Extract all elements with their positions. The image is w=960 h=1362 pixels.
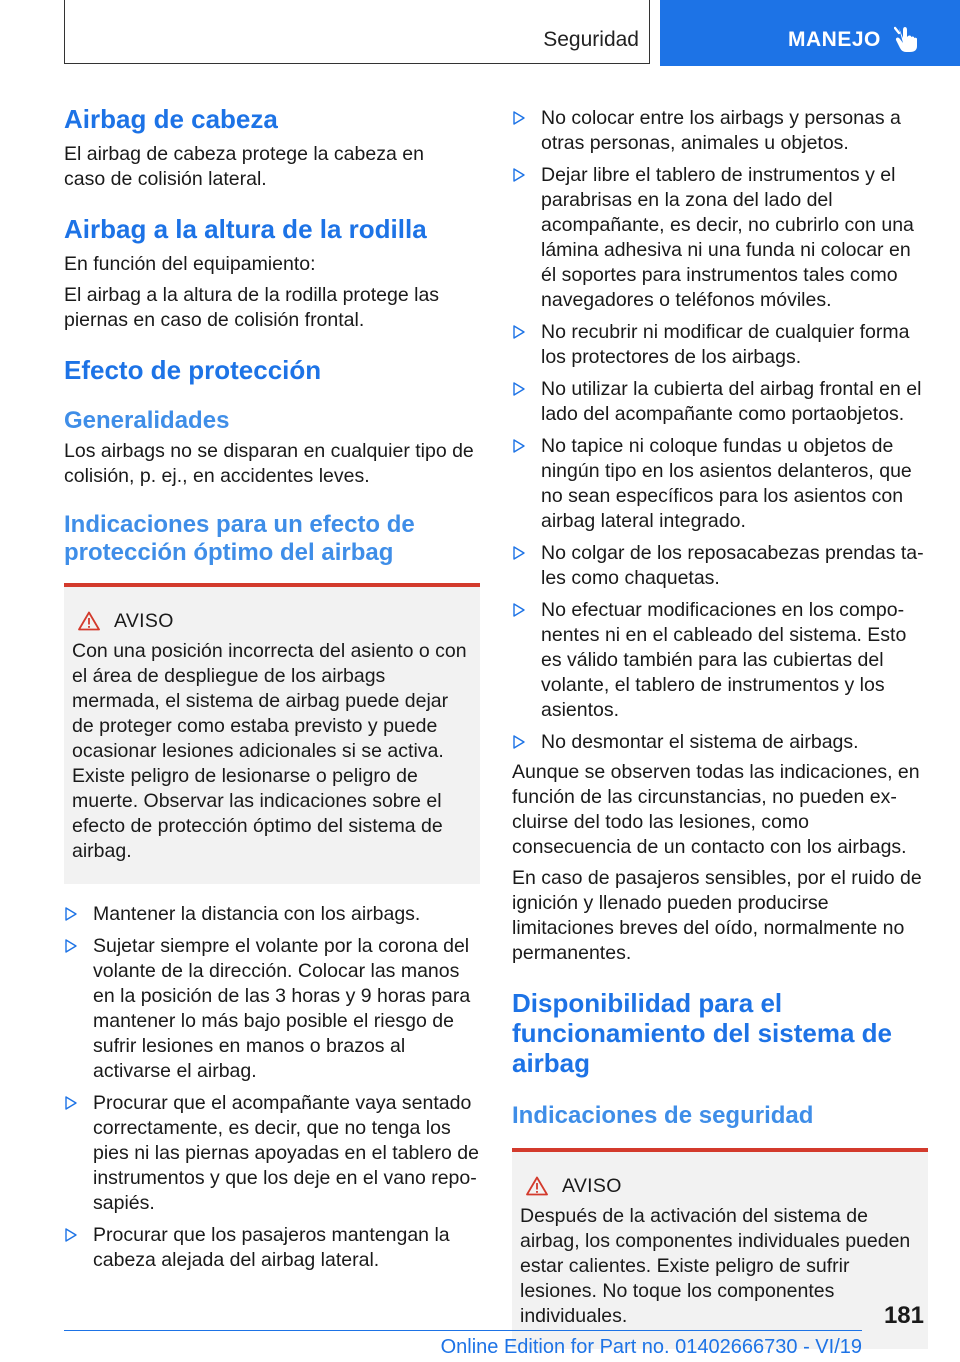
page-number: 181 (883, 1302, 924, 1329)
triangle-bullet-icon (513, 439, 525, 453)
list-item: No utilizar la cubierta del airbag frontal en el lado del acompañante como portaobjetos. (512, 377, 928, 427)
triangle-bullet-icon (513, 111, 525, 125)
triangle-bullet-icon (513, 546, 525, 560)
right-column (512, 96, 928, 1349)
warning-notice-header (78, 609, 472, 633)
list-item: No efectuar modificaciones en los componentes ni en el cableado del sistema. Esto es válido también para las cubiertas del volante, el tablero de instrumentos y los asientos. (512, 598, 928, 723)
list-item: Sujetar siempre el volante por la corona del volante de la dirección. Colocar las manos en la posición de las 3 horas y 9 horas para mantener lo más bajo posible el riesgo de sufrir lesiones en manos o brazos al activarse el airbag. (64, 934, 480, 1084)
warning-notice (64, 583, 480, 884)
paragraph-pasajeros-sensibles: En caso de pasajeros sensibles, por el ruido de ignición y llenado pueden producirse limitaciones breves del oído, normalmente no permanentes. (512, 867, 922, 964)
heading-generalidades: Generalidades (64, 407, 230, 434)
heading-indicaciones-seguridad: Indicaciones de seguridad (512, 1102, 814, 1129)
warning-triangle-icon (78, 611, 100, 631)
bullet-list-right (512, 106, 928, 755)
section-title: Seguridad (543, 28, 639, 51)
list-item: No tapice ni coloque fundas u objetos de ningún tipo en los asientos delanteros, que no sean específicos para los asientos con airbag lateral integrado. (512, 434, 928, 534)
chapter-tab-label: MANEJO (788, 28, 881, 51)
section-header-box (64, 0, 650, 64)
list-item: Procurar que el acompañante vaya sentado correctamente, es decir, que no tenga los pies ni las piernas apoyadas en el tablero de instrumentos y que los deje en el vano reposapiés. (64, 1091, 480, 1216)
triangle-bullet-icon (513, 735, 525, 749)
list-item: No desmontar el sistema de airbags. (512, 730, 928, 755)
triangle-bullet-icon (513, 382, 525, 396)
warning-notice-text: Con una posición incorrecta del asiento o con el área de despliegue de los airbags mermada, el sistema de airbag puede dejar de proteger como estaba previsto y puede ocasionar lesiones adicionales si se activa. Existe peligro de lesionarse o peligro de muerte. Observar las indicaciones sobre el efecto de protección óptimo del sistema de airbag. (72, 640, 467, 862)
warning-triangle-icon (526, 1176, 548, 1196)
left-column (64, 96, 480, 1280)
triangle-bullet-icon (513, 603, 525, 617)
heading-efecto-proteccion: Efecto de protección (64, 355, 322, 385)
list-item: No colgar de los reposacabezas prendas tales como chaquetas. (512, 541, 928, 591)
footer-divider (64, 1330, 862, 1331)
warning-notice-title: AVISO (114, 610, 174, 632)
paragraph-rodilla-equipamiento: En función del equipamiento: (64, 253, 316, 275)
heading-disponibilidad: Disponibilidad para el funcionamiento del sistema de airbag (512, 988, 892, 1078)
list-item: Procurar que los pasajeros mantengan la cabeza alejada del airbag lateral. (64, 1223, 480, 1273)
list-item: No recubrir ni modificar de cualquier forma los protectores de los airbags. (512, 320, 928, 370)
triangle-bullet-icon (513, 325, 525, 339)
bullet-list-left (64, 902, 480, 1273)
chapter-tab[interactable] (660, 0, 960, 66)
heading-airbag-rodilla: Airbag a la altura de la rodilla (64, 214, 427, 244)
triangle-bullet-icon (65, 1228, 77, 1242)
paragraph-aunque: Aunque se observen todas las indicaciones, en función de las circunstancias, no pueden excluirse del todo las lesiones, como consecuencia de un contacto con los airbags. (512, 761, 920, 858)
list-item: Mantener la distancia con los airbags. (64, 902, 480, 927)
warning-notice-title: AVISO (562, 1175, 622, 1197)
warning-notice-header (526, 1174, 920, 1198)
triangle-bullet-icon (65, 939, 77, 953)
warning-notice-text: Después de la activación del sistema de airbag, los componentes individuales pueden estar calientes. Existe peligro de sufrir lesiones. No toque los componentes individuales. (520, 1205, 911, 1327)
page-header (0, 0, 960, 66)
warning-notice (512, 1148, 928, 1349)
paragraph-rodilla: El airbag a la altura de la rodilla protege las piernas en caso de colisión frontal. (64, 284, 440, 331)
list-item: Dejar libre el tablero de instrumentos y el parabrisas en la zona del lado del acompañante, es decir, no cubrirlo con una lámina adhesiva ni una funda ni colocar en él soportes para instrumentos tales como navegadores o teléfonos móviles. (512, 163, 928, 313)
paragraph-generalidades: Los airbags no se disparan en cualquier tipo de colisión, p. ej., en accidentes leves. (64, 440, 474, 487)
list-item: No colocar entre los airbags y personas a otras personas, animales u objetos. (512, 106, 928, 156)
heading-airbag-cabeza: Airbag de cabeza (64, 104, 278, 134)
triangle-bullet-icon (65, 907, 77, 921)
paragraph-airbag-cabeza: El airbag de cabeza protege la cabeza en caso de colisión lateral. (64, 143, 424, 190)
footer-edition: Online Edition for Part no. 01402666730 - VI/19 (440, 1336, 862, 1358)
triangle-bullet-icon (65, 1096, 77, 1110)
triangle-bullet-icon (513, 168, 525, 182)
hand-pointer-icon (894, 24, 920, 54)
heading-indicaciones-efecto: Indicaciones para un efecto de protección óptimo del airbag (64, 511, 415, 566)
